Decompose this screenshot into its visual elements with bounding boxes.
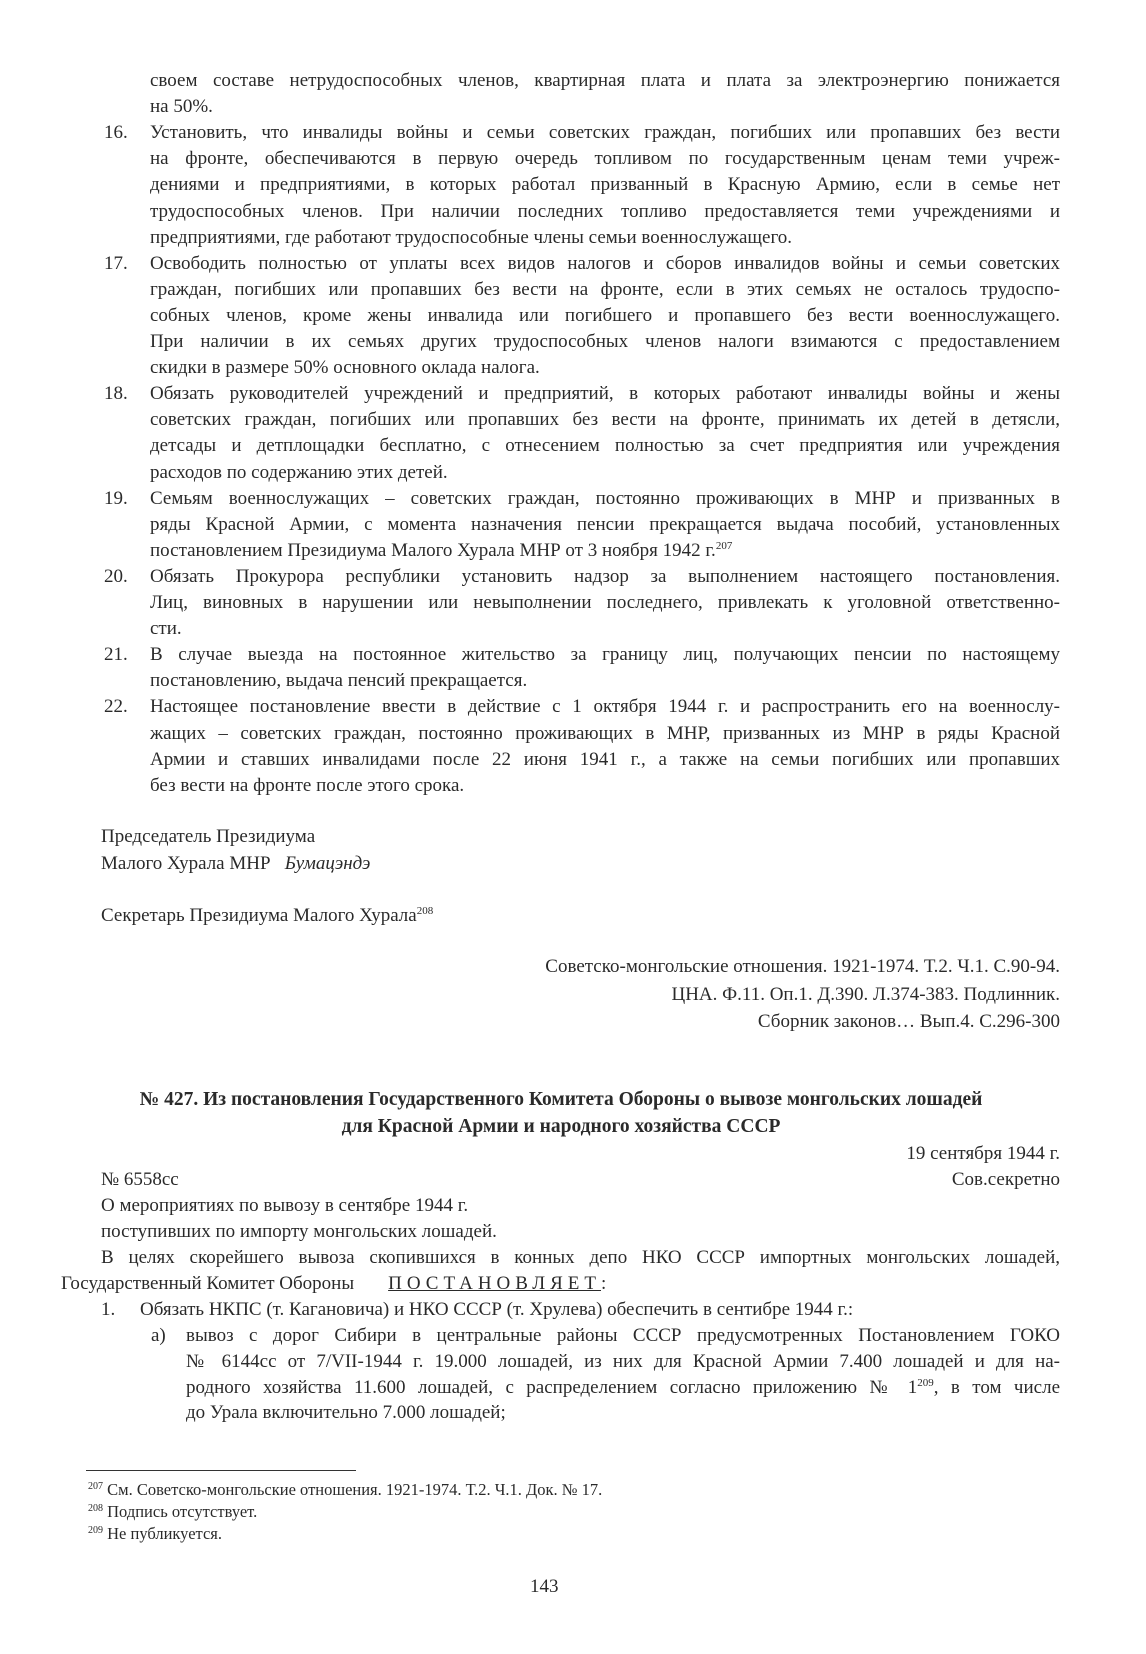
item-number: 16. — [104, 122, 128, 144]
secretary-signature — [101, 903, 433, 929]
text-segment: граждан, погибших или пропавших без вести на фронте, если в этих семьях не осталось трудоспо- — [150, 278, 1060, 300]
text-line — [150, 460, 1060, 486]
subject-line: О мероприятиях по вывозу в сентябре 1944 г. — [101, 1195, 469, 1216]
resolves-word: ПОСТАНОВЛЯЕТ — [388, 1273, 601, 1294]
text-segment: , в том числе — [933, 1376, 1061, 1398]
text-segment: родного хозяйства 11.600 лошадей, с распределением согласно приложению № 1 — [186, 1376, 918, 1398]
text-segment: собных членов, кроме жены инвалида или погибшего и пропавшего без вести военнослужащего. — [150, 304, 1060, 326]
text-line — [150, 146, 1060, 172]
text-line — [186, 1323, 1060, 1349]
text-segment: постановлению, выдача пенсий прекращается. — [150, 670, 528, 692]
text-segment: своем составе нетрудоспособных членов, квартирная плата и плата за электроэнергию понижается — [150, 70, 1060, 91]
text-line — [150, 433, 1060, 459]
text-line — [150, 199, 1060, 225]
chairman-name: Бумацэндэ — [284, 853, 371, 874]
text-line — [186, 1400, 1060, 1426]
text-line — [150, 329, 1060, 355]
text-line — [186, 1375, 1060, 1401]
text-segment: постановлением Президиума Малого Хурала МНР от 3 ноября 1942 г. — [150, 539, 716, 561]
text-line — [150, 642, 1060, 668]
footnote-text: Подпись отсутствует. — [107, 1502, 258, 1521]
text-segment: Установить, что инвалиды войны и семьи советских граждан, погибших или пропавших без вести — [150, 122, 1060, 144]
text-line — [150, 486, 1060, 512]
resolving-body: Государственный Комитет Обороны ПОСТАНОВЛЯЕТ: — [61, 1273, 607, 1294]
text-segment: При наличии в их семьях других трудоспособных членов налоги взимаются с предоставлением — [150, 331, 1060, 352]
text-line — [150, 512, 1060, 538]
text-segment: дениями и предприятиями, в которых работал призванный в Красную Армию, если в семье нет — [150, 174, 1060, 196]
text-line — [150, 564, 1060, 590]
classification: Сов.секретно — [951, 1169, 1060, 1190]
text-line — [150, 694, 1060, 720]
chairman-title-2: Малого Хурала МНР — [101, 853, 271, 874]
text-segment: ряды Красной Армии, с момента назначения пенсии прекращается выдача пособий, установленных — [150, 513, 1060, 535]
footnote — [88, 1523, 222, 1545]
item-number: 1. — [101, 1299, 116, 1320]
title-line: для Красной Армии и народного хозяйства СССР — [341, 1116, 781, 1137]
item-number: 19. — [104, 487, 128, 509]
text-segment: Армии и ставших инвалидами после 22 июня 1941 г., а также на семьи погибших или пропавших — [150, 748, 1060, 770]
text-segment: детсады и детплощадки бесплатно, с отнесением полностью за счет предприятия или учреждения — [150, 435, 1060, 457]
document-number: № 6558сс — [101, 1169, 179, 1190]
text-segment: вывоз с дорог Сибири в центральные районы СССР предусмотренных Постановлением ГОКО — [186, 1325, 1060, 1346]
item-number: 22. — [104, 696, 128, 718]
text-line — [150, 773, 1060, 799]
text-line — [150, 225, 1060, 251]
body-name: Государственный Комитет Обороны — [61, 1273, 355, 1294]
text-line — [150, 668, 1060, 694]
text-line — [150, 120, 1060, 146]
text-segment: Лиц, виновных в нарушении или невыполнении последнего, привлекать к уголовной ответственно- — [150, 592, 1060, 613]
chairman-signature — [101, 824, 370, 877]
source-line: Сборник законов… Вып.4. С.296-300 — [757, 1011, 1060, 1032]
text-segment: Настоящее постановление ввести в действие с 1 октября 1944 г. и распространить его на военнослу- — [150, 696, 1060, 718]
text-segment: Обязать Прокурора республики установить надзор за выполнением настоящего постановления. — [150, 565, 1060, 587]
text-line — [150, 381, 1060, 407]
text-line — [150, 277, 1060, 303]
footnote-text: Не публикуется. — [107, 1524, 222, 1543]
text-segment: Освободить полностью от уплаты всех видов налогов и сборов инвалидов войны и семьи советских — [150, 252, 1060, 274]
subject-line: поступивших по импорту монгольских лошадей. — [101, 1221, 497, 1242]
text-segment: на 50%. — [150, 96, 213, 118]
text-segment: советских граждан, погибших или пропавших без вести на фронте, принимать их детей в детясли, — [150, 409, 1060, 431]
footnote-ref: 208 — [416, 905, 434, 917]
preamble: В целях скорейшего вывоза скопившихся в конных депо НКО СССР импортных монгольских лошадей, — [101, 1247, 1060, 1268]
text-segment: трудоспособных членов. При наличии последних топливо предоставляется теми учреждениями и — [150, 200, 1060, 222]
text-line — [150, 251, 1060, 277]
document-date: 19 сентября 1944 г. — [906, 1143, 1060, 1164]
footnote — [88, 1501, 257, 1523]
text-line — [150, 590, 1060, 616]
text-line — [150, 538, 1060, 564]
text-segment: расходов по содержанию этих детей. — [150, 461, 448, 483]
title-line: № 427. Из постановления Государственного Комитета Обороны о вывозе монгольских лошадей — [139, 1089, 983, 1110]
text-segment: сти. — [150, 618, 182, 640]
footnote — [88, 1479, 602, 1501]
text-line — [150, 68, 1060, 94]
text-segment: предприятиями, где работают трудоспособные члены семьи военнослужащего. — [150, 226, 793, 248]
item-number: 20. — [104, 565, 128, 587]
text-line — [186, 1349, 1060, 1375]
item-text: Обязать НКПС (т. Кагановича) и НКО СССР (т. Хрулева) обеспечить в сентибре 1944 г.: — [140, 1299, 854, 1320]
footnote-number: 207 — [88, 1481, 103, 1492]
text-segment: до Урала включительно 7.000 лошадей; — [186, 1402, 506, 1424]
source-line: ЦНА. Ф.11. Оп.1. Д.390. Л.374-383. Подлинник. — [671, 984, 1060, 1005]
text-segment: Обязать руководителей учреждений и предприятий, в которых работают инвалиды войны и жены — [150, 383, 1060, 405]
footnote-divider — [86, 1470, 356, 1471]
item-number: 18. — [104, 383, 128, 405]
text-line — [150, 303, 1060, 329]
text-segment: В случае выезда на постоянное жительство за границу лиц, получающих пенсии по настоящему — [150, 644, 1060, 666]
document-title — [90, 1086, 1032, 1140]
text-segment: на фронте, обеспечиваются в первую очередь топливом по государственным ценам теми учреж- — [150, 148, 1060, 170]
footnote-ref: 207 — [715, 539, 733, 552]
footnote-number: 209 — [88, 1525, 103, 1536]
page-number: 143 — [530, 1576, 559, 1597]
text-segment: № 6144сс от 7/VII-1944 г. 19.000 лошадей, из них для Красной Армии 7.400 лошадей и для на- — [186, 1350, 1060, 1372]
text-segment: скидки в размере 50% основного оклада налога. — [150, 357, 540, 379]
item-number: 17. — [104, 252, 128, 274]
text-line — [150, 616, 1060, 642]
secretary-title: Секретарь Президиума Малого Хурала — [101, 905, 417, 926]
footnote-ref: 209 — [917, 1376, 934, 1389]
footnote-number: 208 — [88, 1503, 103, 1514]
text-segment: Семьям военнослужащих – советских граждан, постоянно проживающих в МНР и призванных в — [150, 487, 1060, 509]
text-line — [150, 721, 1060, 747]
text-segment: без вести на фронте после этого срока. — [150, 774, 465, 796]
text-line — [150, 747, 1060, 773]
text-line — [150, 407, 1060, 433]
footnote-text: См. Советско-монгольские отношения. 1921-1974. Т.2. Ч.1. Док. № 17. — [107, 1480, 603, 1499]
text-line — [150, 355, 1060, 381]
item-number: 21. — [104, 644, 128, 666]
subitem-label: а) — [151, 1325, 166, 1346]
source-line: Советско-монгольские отношения. 1921-1974. Т.2. Ч.1. С.90-94. — [545, 956, 1060, 977]
chairman-title: Председатель Президиума — [101, 826, 316, 847]
text-line — [150, 172, 1060, 198]
text-segment: жащих – советских граждан, постоянно проживающих в МНР, призванных из МНР в ряды Красной — [150, 722, 1060, 744]
text-line — [150, 94, 1060, 120]
